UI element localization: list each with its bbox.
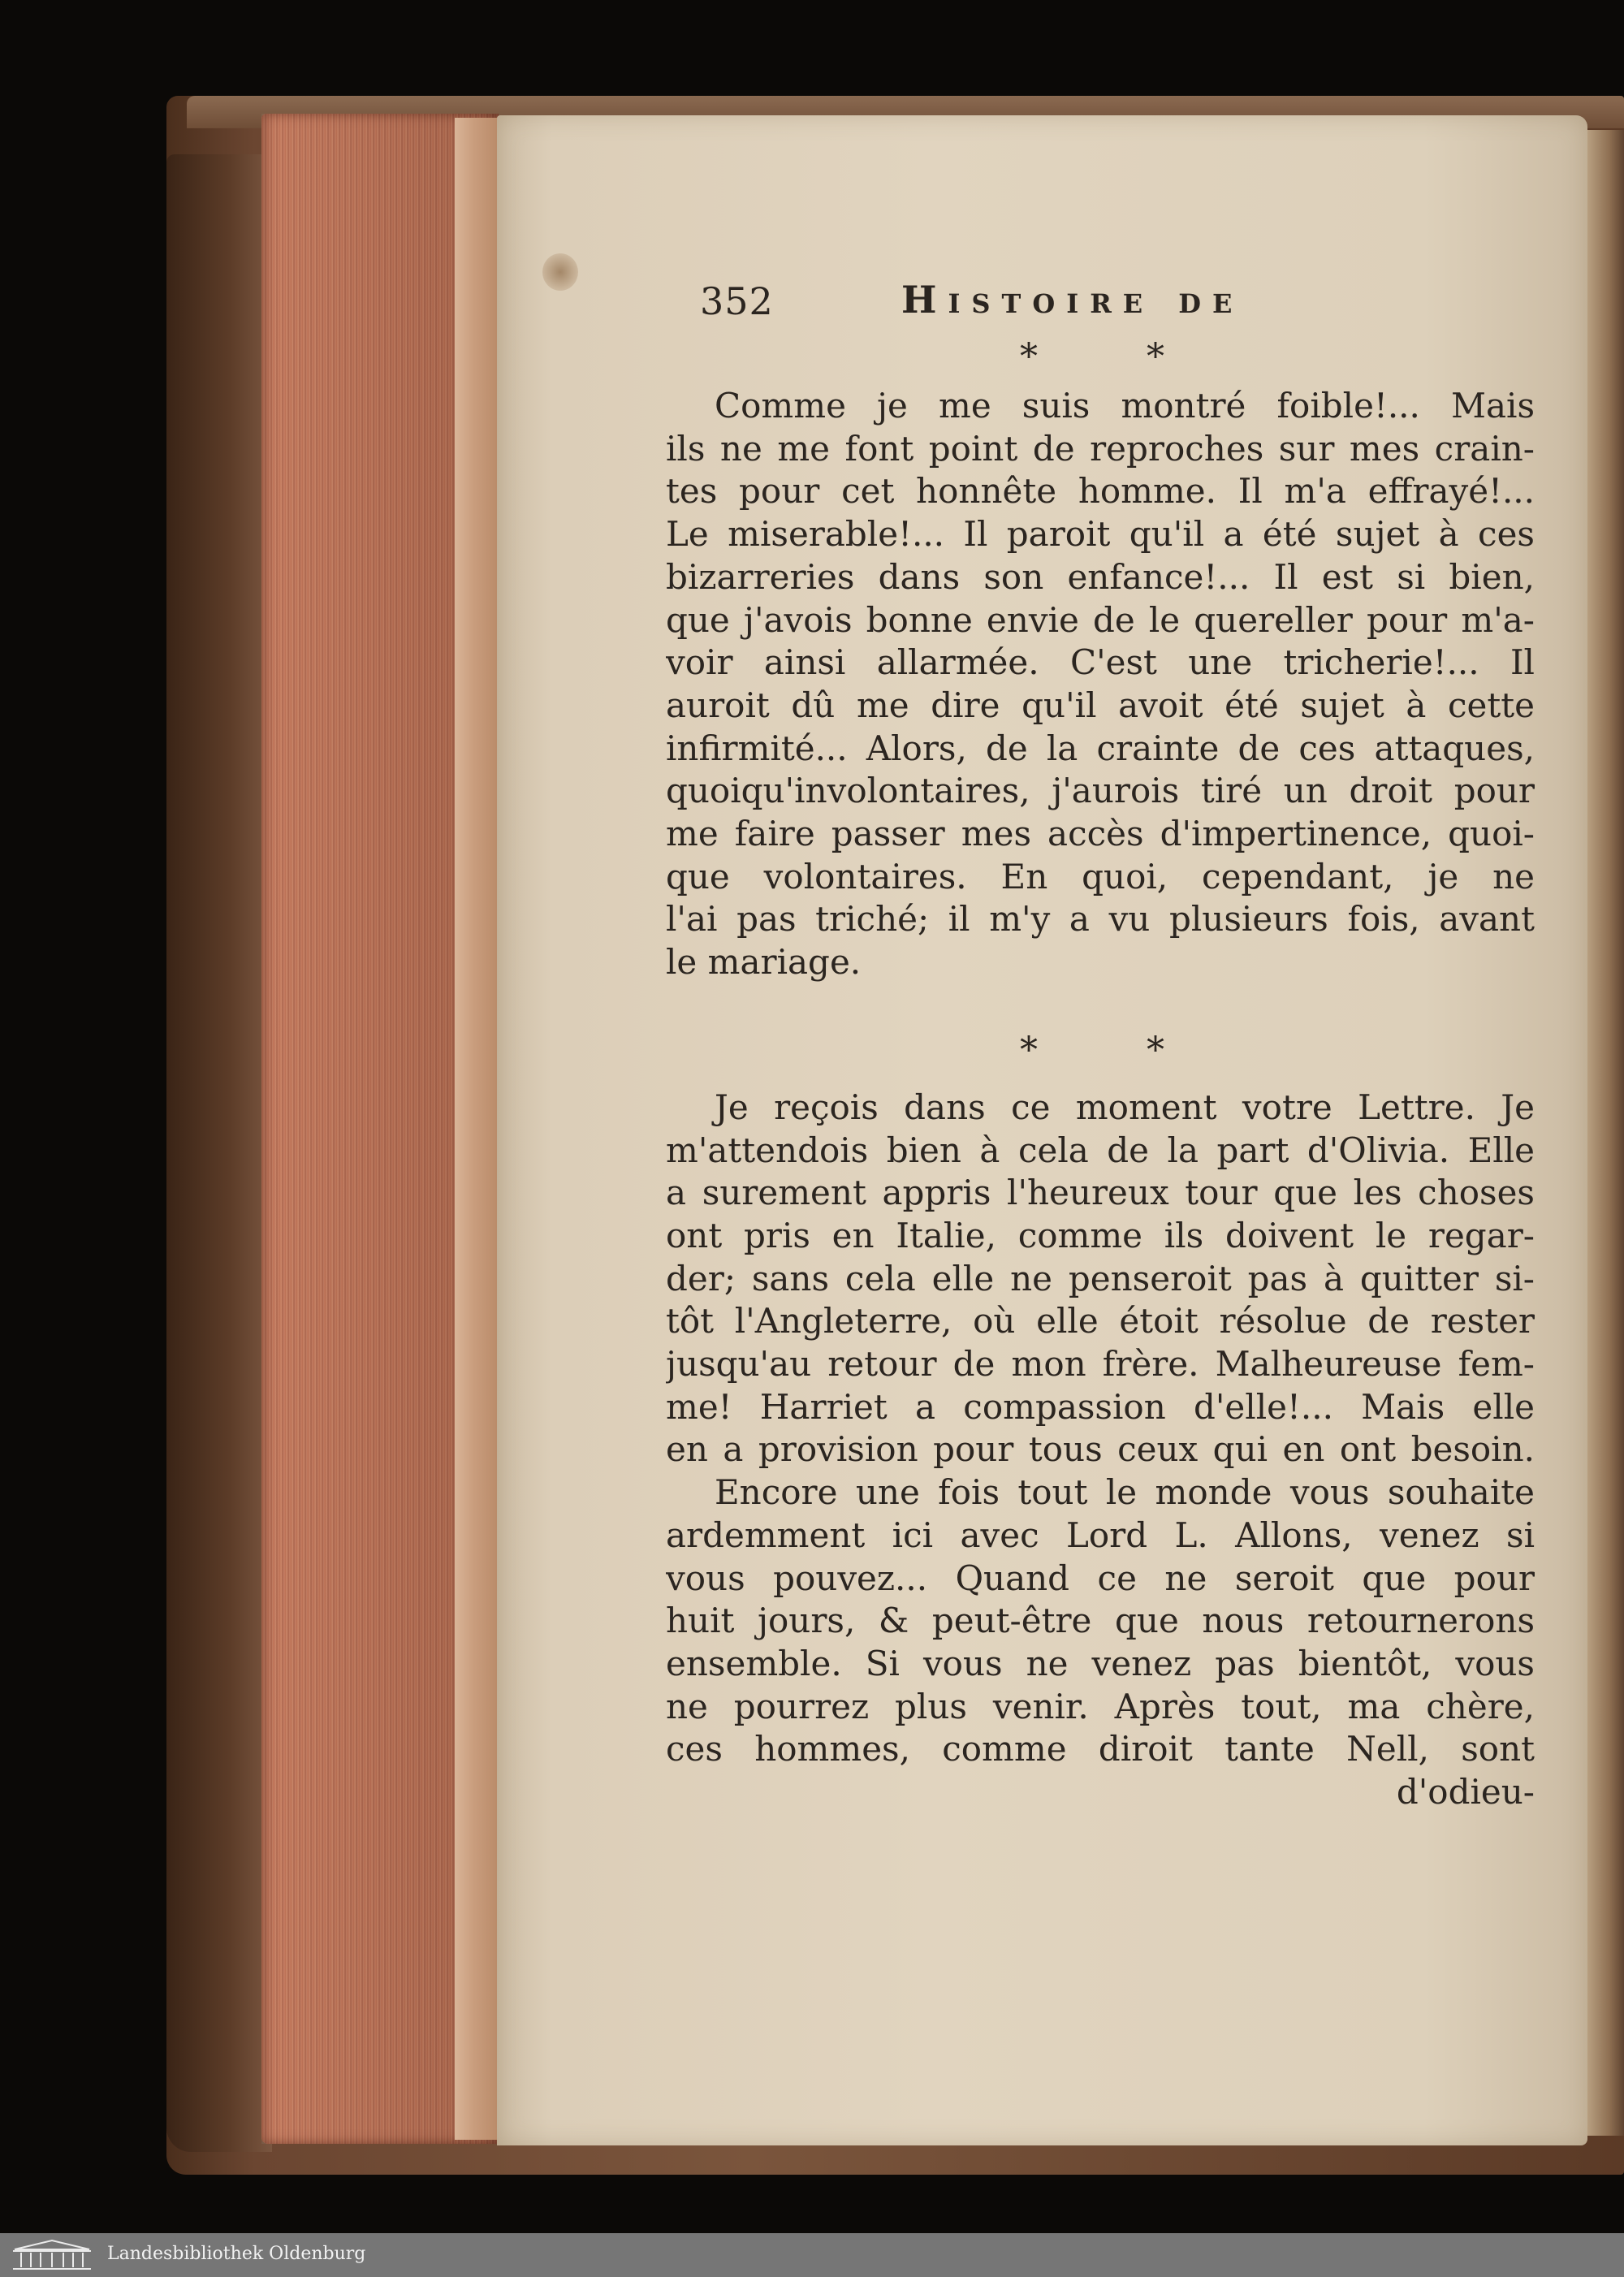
text-line: auroit dû me dire qu'il avoit été sujet à cette bbox=[666, 685, 1535, 725]
text-line: Le miserable!... Il paroit qu'il a été sujet à ces bbox=[666, 514, 1535, 555]
text-line: ne pourrez plus venir. Après tout, ma chère, bbox=[666, 1686, 1535, 1726]
text-line: huit jours, & peut-être que nous retournerons bbox=[666, 1601, 1535, 1641]
page-edge-band bbox=[455, 118, 502, 2140]
page-number: 352 bbox=[700, 279, 774, 323]
text-line: quoiqu'involontaires, j'aurois tiré un droit pour bbox=[666, 771, 1535, 811]
text-line: le mariage. bbox=[666, 942, 862, 983]
text-line: ils ne me font point de reproches sur mes crain- bbox=[666, 428, 1535, 469]
text-line: que volontaires. En quoi, cependant, je ne bbox=[666, 856, 1535, 897]
text-line: me! Harriet a compassion d'elle!... Mais elle bbox=[666, 1386, 1535, 1427]
text-line: Encore une fois tout le monde vous souhaite bbox=[715, 1472, 1535, 1513]
text-line: voir ainsi allarmée. C'est une tricherie!... Il bbox=[666, 642, 1535, 683]
text-line: jusqu'au retour de mon frère. Malheureuse fem- bbox=[666, 1344, 1535, 1385]
text-line: bizarreries dans son enfance!... Il est si bien, bbox=[666, 556, 1535, 597]
catchword: d'odieu- bbox=[1396, 1772, 1535, 1813]
text-line: l'ai pas triché; il m'y a vu plusieurs fois, avant bbox=[666, 899, 1535, 940]
text-line: a surement appris l'heureux tour que les choses bbox=[666, 1173, 1535, 1213]
library-building-icon bbox=[10, 2238, 94, 2272]
text-line: der; sans cela elle ne penseroit pas à quitter si- bbox=[666, 1258, 1535, 1298]
text-line: ont pris en Italie, comme ils doivent le regar- bbox=[666, 1215, 1535, 1255]
paragraph-3 bbox=[666, 1471, 1535, 1814]
text-line: ardemment ici avec Lord L. Allons, venez si bbox=[666, 1514, 1535, 1555]
text-line: tes pour cet honnête homme. Il m'a effrayé!... bbox=[666, 471, 1535, 512]
paragraph-2 bbox=[666, 1087, 1535, 1471]
text-block bbox=[666, 268, 1535, 1814]
library-footer bbox=[0, 2233, 1624, 2277]
paper-stain bbox=[542, 253, 578, 291]
text-line: me faire passer mes accès d'impertinence, quoi- bbox=[666, 814, 1535, 854]
running-head bbox=[666, 268, 1535, 333]
cover-board bbox=[166, 154, 272, 2152]
text-line: ensemble. Si vous ne venez pas bientôt, vous bbox=[666, 1643, 1535, 1683]
text-line: Comme je me suis montré foible!... Mais bbox=[715, 386, 1535, 426]
text-line: en a provision pour tous ceux qui en ont besoin. bbox=[666, 1429, 1535, 1470]
section-ornament: * * bbox=[1020, 1029, 1213, 1071]
running-title: Histoire de bbox=[901, 278, 1244, 322]
text-line: que j'avois bonne envie de le quereller pour m'a- bbox=[666, 599, 1535, 640]
library-name: Landesbibliothek Oldenburg bbox=[107, 2244, 366, 2264]
gutter-shadow bbox=[1587, 130, 1624, 2136]
text-line: Je reçois dans ce moment votre Lettre. Je bbox=[715, 1087, 1535, 1127]
paragraph-1 bbox=[666, 385, 1535, 984]
section-ornament: * * bbox=[1020, 336, 1213, 378]
text-line: infirmité... Alors, de la crainte de ces attaques, bbox=[666, 728, 1535, 768]
text-line: ces hommes, comme diroit tante Nell, sont bbox=[666, 1729, 1535, 1769]
text-line: m'attendois bien à cela de la part d'Olivia. Elle bbox=[666, 1130, 1535, 1170]
text-line: tôt l'Angleterre, où elle étoit résolue de rester bbox=[666, 1301, 1535, 1342]
text-line: vous pouvez... Quand ce ne seroit que pour bbox=[666, 1558, 1535, 1598]
